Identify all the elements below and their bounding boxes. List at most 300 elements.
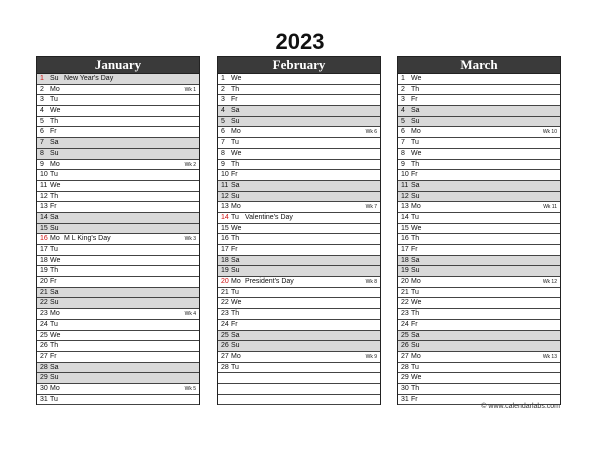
day-number: 28 xyxy=(40,363,48,371)
day-row xyxy=(37,331,199,342)
day-row xyxy=(218,127,380,138)
day-row xyxy=(37,106,199,117)
day-of-week: We xyxy=(50,256,61,264)
day-of-week: Th xyxy=(411,160,420,168)
holiday-label: M L King's Day xyxy=(64,235,111,243)
day-of-week: We xyxy=(411,75,422,82)
day-of-week: Su xyxy=(411,342,420,350)
day-row xyxy=(37,352,199,363)
day-number: 7 xyxy=(40,139,44,147)
day-number: 8 xyxy=(401,149,405,157)
day-of-week: Mo xyxy=(411,352,421,360)
day-of-week: Sa xyxy=(231,181,240,189)
day-row xyxy=(218,245,380,256)
day-row xyxy=(398,298,560,309)
day-number: 25 xyxy=(401,331,409,339)
day-of-week: Th xyxy=(411,310,420,318)
day-number: 8 xyxy=(221,149,225,157)
day-row xyxy=(398,192,560,203)
day-of-week: Fr xyxy=(231,246,238,253)
day-row xyxy=(37,138,199,149)
day-row xyxy=(398,85,560,96)
day-number: 12 xyxy=(401,192,409,200)
day-number: 10 xyxy=(221,171,229,179)
day-number: 9 xyxy=(40,160,44,168)
holiday-label: New Year's Day xyxy=(64,75,114,82)
day-of-week: Th xyxy=(231,235,240,243)
day-row xyxy=(37,341,199,352)
day-row xyxy=(37,384,199,395)
day-number: 15 xyxy=(221,224,229,232)
day-number: 11 xyxy=(40,181,48,189)
day-row xyxy=(218,202,380,213)
month-header: March xyxy=(397,56,561,74)
day-of-week: Su xyxy=(231,192,240,200)
day-of-week: Su xyxy=(50,299,59,307)
day-row xyxy=(218,149,380,160)
day-number: 2 xyxy=(401,85,405,93)
week-number: Wk 5 xyxy=(184,385,196,392)
day-of-week: Tu xyxy=(231,288,239,296)
day-row xyxy=(37,266,199,277)
day-number: 4 xyxy=(401,107,405,115)
day-row xyxy=(218,138,380,149)
day-number: 27 xyxy=(401,352,409,360)
week-number: Wk 7 xyxy=(365,204,377,211)
day-row xyxy=(398,149,560,160)
day-row xyxy=(218,181,380,192)
day-of-week: Th xyxy=(50,267,59,275)
day-number: 5 xyxy=(221,117,225,125)
week-number: Wk 4 xyxy=(184,311,196,318)
day-row xyxy=(398,170,560,181)
day-row xyxy=(398,138,560,149)
day-row xyxy=(37,373,199,384)
day-of-week: Sa xyxy=(50,288,59,296)
day-row xyxy=(37,202,199,213)
day-row xyxy=(218,234,380,245)
day-row xyxy=(218,85,380,96)
day-row xyxy=(218,298,380,309)
day-row xyxy=(218,160,380,171)
day-of-week: Tu xyxy=(231,139,239,147)
day-number: 4 xyxy=(221,107,225,115)
holiday-label: Valentine's Day xyxy=(245,213,293,221)
week-number: Wk 12 xyxy=(542,279,557,286)
day-row xyxy=(37,363,199,374)
day-number: 16 xyxy=(401,235,409,243)
day-number: 7 xyxy=(401,139,405,147)
day-of-week: Th xyxy=(50,192,59,200)
day-row xyxy=(398,181,560,192)
day-number: 18 xyxy=(221,256,229,264)
day-of-week: Fr xyxy=(231,171,238,179)
day-of-week: Fr xyxy=(50,203,57,211)
day-row xyxy=(218,256,380,267)
day-of-week: Sa xyxy=(50,139,59,147)
day-row xyxy=(218,170,380,181)
day-of-week: We xyxy=(231,224,242,232)
day-number: 12 xyxy=(221,192,229,200)
day-number: 22 xyxy=(221,299,229,307)
day-number: 18 xyxy=(40,256,48,264)
day-of-week: Tu xyxy=(50,395,58,403)
week-number: Wk 3 xyxy=(184,236,196,243)
day-number: 6 xyxy=(221,128,225,136)
day-of-week: Sa xyxy=(411,181,420,189)
month-header: February xyxy=(217,56,381,74)
day-number: 26 xyxy=(221,342,229,350)
day-number: 24 xyxy=(40,320,48,328)
day-number: 21 xyxy=(221,288,229,296)
day-row xyxy=(37,224,199,235)
day-of-week: Th xyxy=(411,384,420,392)
day-number: 13 xyxy=(401,203,409,211)
day-of-week: Tu xyxy=(50,320,58,328)
day-number: 19 xyxy=(221,267,229,275)
day-number: 26 xyxy=(40,342,48,350)
day-of-week: Sa xyxy=(50,363,59,371)
day-of-week: Th xyxy=(411,235,420,243)
day-of-week: We xyxy=(50,107,61,115)
day-row xyxy=(218,363,380,374)
day-of-week: Su xyxy=(50,374,59,382)
day-of-week: We xyxy=(411,149,422,157)
day-number: 11 xyxy=(401,181,409,189)
holiday-label: President's Day xyxy=(245,278,294,286)
day-number: 9 xyxy=(221,160,225,168)
day-row xyxy=(218,288,380,299)
day-of-week: Su xyxy=(411,117,420,125)
day-list xyxy=(217,74,381,405)
day-of-week: Mo xyxy=(411,128,421,136)
day-number: 8 xyxy=(40,149,44,157)
day-row xyxy=(37,245,199,256)
day-of-week: Mo xyxy=(50,85,60,93)
day-number: 14 xyxy=(401,213,409,221)
day-of-week: Mo xyxy=(231,203,241,211)
day-number: 29 xyxy=(401,374,409,382)
day-row xyxy=(37,85,199,96)
day-number: 17 xyxy=(221,246,229,253)
day-of-week: Su xyxy=(231,342,240,350)
day-row xyxy=(398,95,560,106)
day-number: 30 xyxy=(40,384,48,392)
day-of-week: Tu xyxy=(231,213,239,221)
day-number: 13 xyxy=(40,203,48,211)
day-of-week: Su xyxy=(50,224,59,232)
day-number: 18 xyxy=(401,256,409,264)
day-number: 28 xyxy=(221,363,229,371)
day-number: 20 xyxy=(401,278,409,286)
day-row xyxy=(37,277,199,288)
day-number: 27 xyxy=(221,352,229,360)
month-march xyxy=(397,56,561,405)
day-of-week: Tu xyxy=(50,246,58,253)
day-number: 25 xyxy=(40,331,48,339)
day-of-week: Fr xyxy=(50,352,57,360)
day-row xyxy=(218,277,380,288)
day-number: 24 xyxy=(221,320,229,328)
day-list xyxy=(397,74,561,405)
day-row xyxy=(398,245,560,256)
day-row xyxy=(218,309,380,320)
day-number: 16 xyxy=(40,235,48,243)
day-row xyxy=(218,331,380,342)
day-of-week: Th xyxy=(411,85,420,93)
day-number: 11 xyxy=(221,181,229,189)
day-row xyxy=(398,213,560,224)
day-number: 28 xyxy=(401,363,409,371)
day-of-week: Mo xyxy=(411,203,421,211)
day-row xyxy=(398,256,560,267)
day-of-week: Tu xyxy=(411,213,419,221)
day-number: 17 xyxy=(401,246,409,253)
day-number: 22 xyxy=(401,299,409,307)
day-number: 31 xyxy=(401,395,409,403)
day-of-week: Mo xyxy=(50,384,60,392)
day-of-week: We xyxy=(50,331,61,339)
week-number: Wk 11 xyxy=(543,204,557,211)
day-of-week: Sa xyxy=(411,256,420,264)
day-number: 3 xyxy=(401,96,405,104)
day-row xyxy=(218,224,380,235)
month-february xyxy=(217,56,381,405)
week-number: Wk 8 xyxy=(365,279,377,286)
day-row xyxy=(37,288,199,299)
day-number: 1 xyxy=(401,75,405,82)
day-row xyxy=(37,320,199,331)
day-number: 23 xyxy=(221,310,229,318)
day-number: 17 xyxy=(40,246,48,253)
day-row xyxy=(37,149,199,160)
day-number: 3 xyxy=(40,96,44,104)
day-of-week: We xyxy=(411,224,422,232)
day-number: 23 xyxy=(40,310,48,318)
day-number: 30 xyxy=(401,384,409,392)
day-number: 15 xyxy=(40,224,48,232)
day-of-week: Mo xyxy=(231,278,241,286)
day-row xyxy=(37,74,199,85)
day-row xyxy=(398,288,560,299)
day-number: 31 xyxy=(40,395,48,403)
week-number: Wk 13 xyxy=(542,353,557,360)
day-number: 9 xyxy=(401,160,405,168)
day-number: 12 xyxy=(40,192,48,200)
day-row xyxy=(218,192,380,203)
day-number: 15 xyxy=(401,224,409,232)
day-row xyxy=(398,341,560,352)
day-number: 10 xyxy=(401,171,409,179)
day-of-week: Th xyxy=(231,85,240,93)
day-row xyxy=(398,224,560,235)
day-row xyxy=(398,384,560,395)
day-row xyxy=(218,352,380,363)
day-number: 27 xyxy=(40,352,48,360)
day-number: 20 xyxy=(40,278,48,286)
day-of-week: Tu xyxy=(50,171,58,179)
day-number: 2 xyxy=(221,85,225,93)
day-row xyxy=(398,277,560,288)
day-row xyxy=(398,309,560,320)
day-of-week: Fr xyxy=(50,128,57,136)
day-of-week: Su xyxy=(411,192,420,200)
day-of-week: Sa xyxy=(231,107,240,115)
day-number: 10 xyxy=(40,171,48,179)
day-list xyxy=(36,74,200,405)
day-number: 14 xyxy=(40,213,48,221)
day-row xyxy=(218,266,380,277)
day-row xyxy=(37,127,199,138)
day-of-week: Mo xyxy=(50,310,60,318)
day-of-week: Mo xyxy=(411,278,421,286)
day-row xyxy=(398,331,560,342)
day-of-week: Su xyxy=(231,117,240,125)
day-row xyxy=(398,202,560,213)
day-row xyxy=(37,395,199,406)
day-row xyxy=(398,373,560,384)
day-number: 5 xyxy=(401,117,405,125)
day-of-week: Fr xyxy=(411,171,418,179)
day-of-week: Fr xyxy=(50,278,57,286)
day-row xyxy=(398,127,560,138)
day-of-week: We xyxy=(231,75,242,82)
day-of-week: Tu xyxy=(411,363,419,371)
day-of-week: Tu xyxy=(411,139,419,147)
day-row xyxy=(37,298,199,309)
day-number: 21 xyxy=(40,288,48,296)
day-of-week: Fr xyxy=(231,320,238,328)
day-row xyxy=(398,106,560,117)
day-of-week: Mo xyxy=(50,235,60,243)
day-of-week: Mo xyxy=(50,160,60,168)
day-of-week: We xyxy=(50,181,61,189)
day-of-week: Tu xyxy=(50,96,58,104)
day-row xyxy=(398,160,560,171)
day-number: 16 xyxy=(221,235,229,243)
day-number: 25 xyxy=(221,331,229,339)
day-row xyxy=(37,256,199,267)
day-row xyxy=(218,395,380,406)
day-number: 29 xyxy=(40,374,48,382)
day-of-week: Sa xyxy=(411,331,420,339)
week-number: Wk 6 xyxy=(365,129,377,136)
week-number: Wk 2 xyxy=(184,161,196,168)
day-number: 26 xyxy=(401,342,409,350)
day-row xyxy=(37,160,199,171)
day-number: 3 xyxy=(221,96,225,104)
day-number: 7 xyxy=(221,139,225,147)
day-number: 20 xyxy=(221,278,229,286)
day-row xyxy=(398,117,560,128)
day-of-week: Fr xyxy=(411,246,418,253)
day-of-week: Mo xyxy=(231,352,241,360)
day-row xyxy=(218,213,380,224)
day-number: 6 xyxy=(401,128,405,136)
day-number: 2 xyxy=(40,85,44,93)
day-row xyxy=(398,74,560,85)
day-row xyxy=(218,373,380,384)
day-row xyxy=(398,320,560,331)
day-number: 14 xyxy=(221,213,229,221)
day-of-week: Su xyxy=(50,75,59,82)
day-number: 22 xyxy=(40,299,48,307)
day-of-week: Su xyxy=(50,149,59,157)
day-of-week: Fr xyxy=(411,320,418,328)
day-row xyxy=(37,95,199,106)
day-row xyxy=(37,309,199,320)
week-number: Wk 9 xyxy=(365,353,377,360)
day-of-week: Su xyxy=(231,267,240,275)
day-of-week: Sa xyxy=(411,107,420,115)
week-number: Wk 10 xyxy=(542,129,557,136)
day-of-week: We xyxy=(411,299,422,307)
day-number: 13 xyxy=(221,203,229,211)
day-of-week: Fr xyxy=(411,96,418,104)
day-of-week: We xyxy=(231,149,242,157)
day-number: 5 xyxy=(40,117,44,125)
day-row xyxy=(398,266,560,277)
day-number: 19 xyxy=(40,267,48,275)
day-of-week: Th xyxy=(231,310,240,318)
year-title: 2023 xyxy=(275,29,325,54)
day-number: 21 xyxy=(401,288,409,296)
day-of-week: We xyxy=(411,374,422,382)
day-row xyxy=(218,74,380,85)
day-row xyxy=(218,341,380,352)
day-row xyxy=(37,234,199,245)
day-of-week: We xyxy=(231,299,242,307)
day-row xyxy=(37,117,199,128)
day-row xyxy=(218,106,380,117)
day-row xyxy=(218,320,380,331)
day-row xyxy=(37,181,199,192)
day-of-week: Th xyxy=(231,160,240,168)
day-row xyxy=(218,384,380,395)
day-of-week: Su xyxy=(411,267,420,275)
month-january xyxy=(36,56,200,405)
day-of-week: Th xyxy=(50,342,59,350)
day-number: 4 xyxy=(40,107,44,115)
day-of-week: Sa xyxy=(231,331,240,339)
day-row xyxy=(398,234,560,245)
footer-credit: © www.calendarlabs.com xyxy=(481,403,560,410)
day-of-week: Sa xyxy=(231,256,240,264)
day-number: 24 xyxy=(401,320,409,328)
day-number: 1 xyxy=(221,75,225,82)
day-row xyxy=(37,170,199,181)
day-row xyxy=(37,213,199,224)
day-row xyxy=(398,363,560,374)
day-of-week: Tu xyxy=(231,363,239,371)
day-row xyxy=(218,117,380,128)
day-of-week: Th xyxy=(50,117,59,125)
day-number: 6 xyxy=(40,128,44,136)
day-of-week: Tu xyxy=(411,288,419,296)
day-of-week: Fr xyxy=(231,96,238,104)
day-number: 19 xyxy=(401,267,409,275)
day-number: 23 xyxy=(401,310,409,318)
month-header: January xyxy=(36,56,200,74)
day-row xyxy=(37,192,199,203)
day-of-week: Sa xyxy=(50,213,59,221)
day-number: 1 xyxy=(40,75,44,82)
day-of-week: Mo xyxy=(231,128,241,136)
day-of-week: Fr xyxy=(411,395,418,403)
week-number: Wk 1 xyxy=(184,86,196,93)
day-row xyxy=(398,352,560,363)
day-row xyxy=(218,95,380,106)
